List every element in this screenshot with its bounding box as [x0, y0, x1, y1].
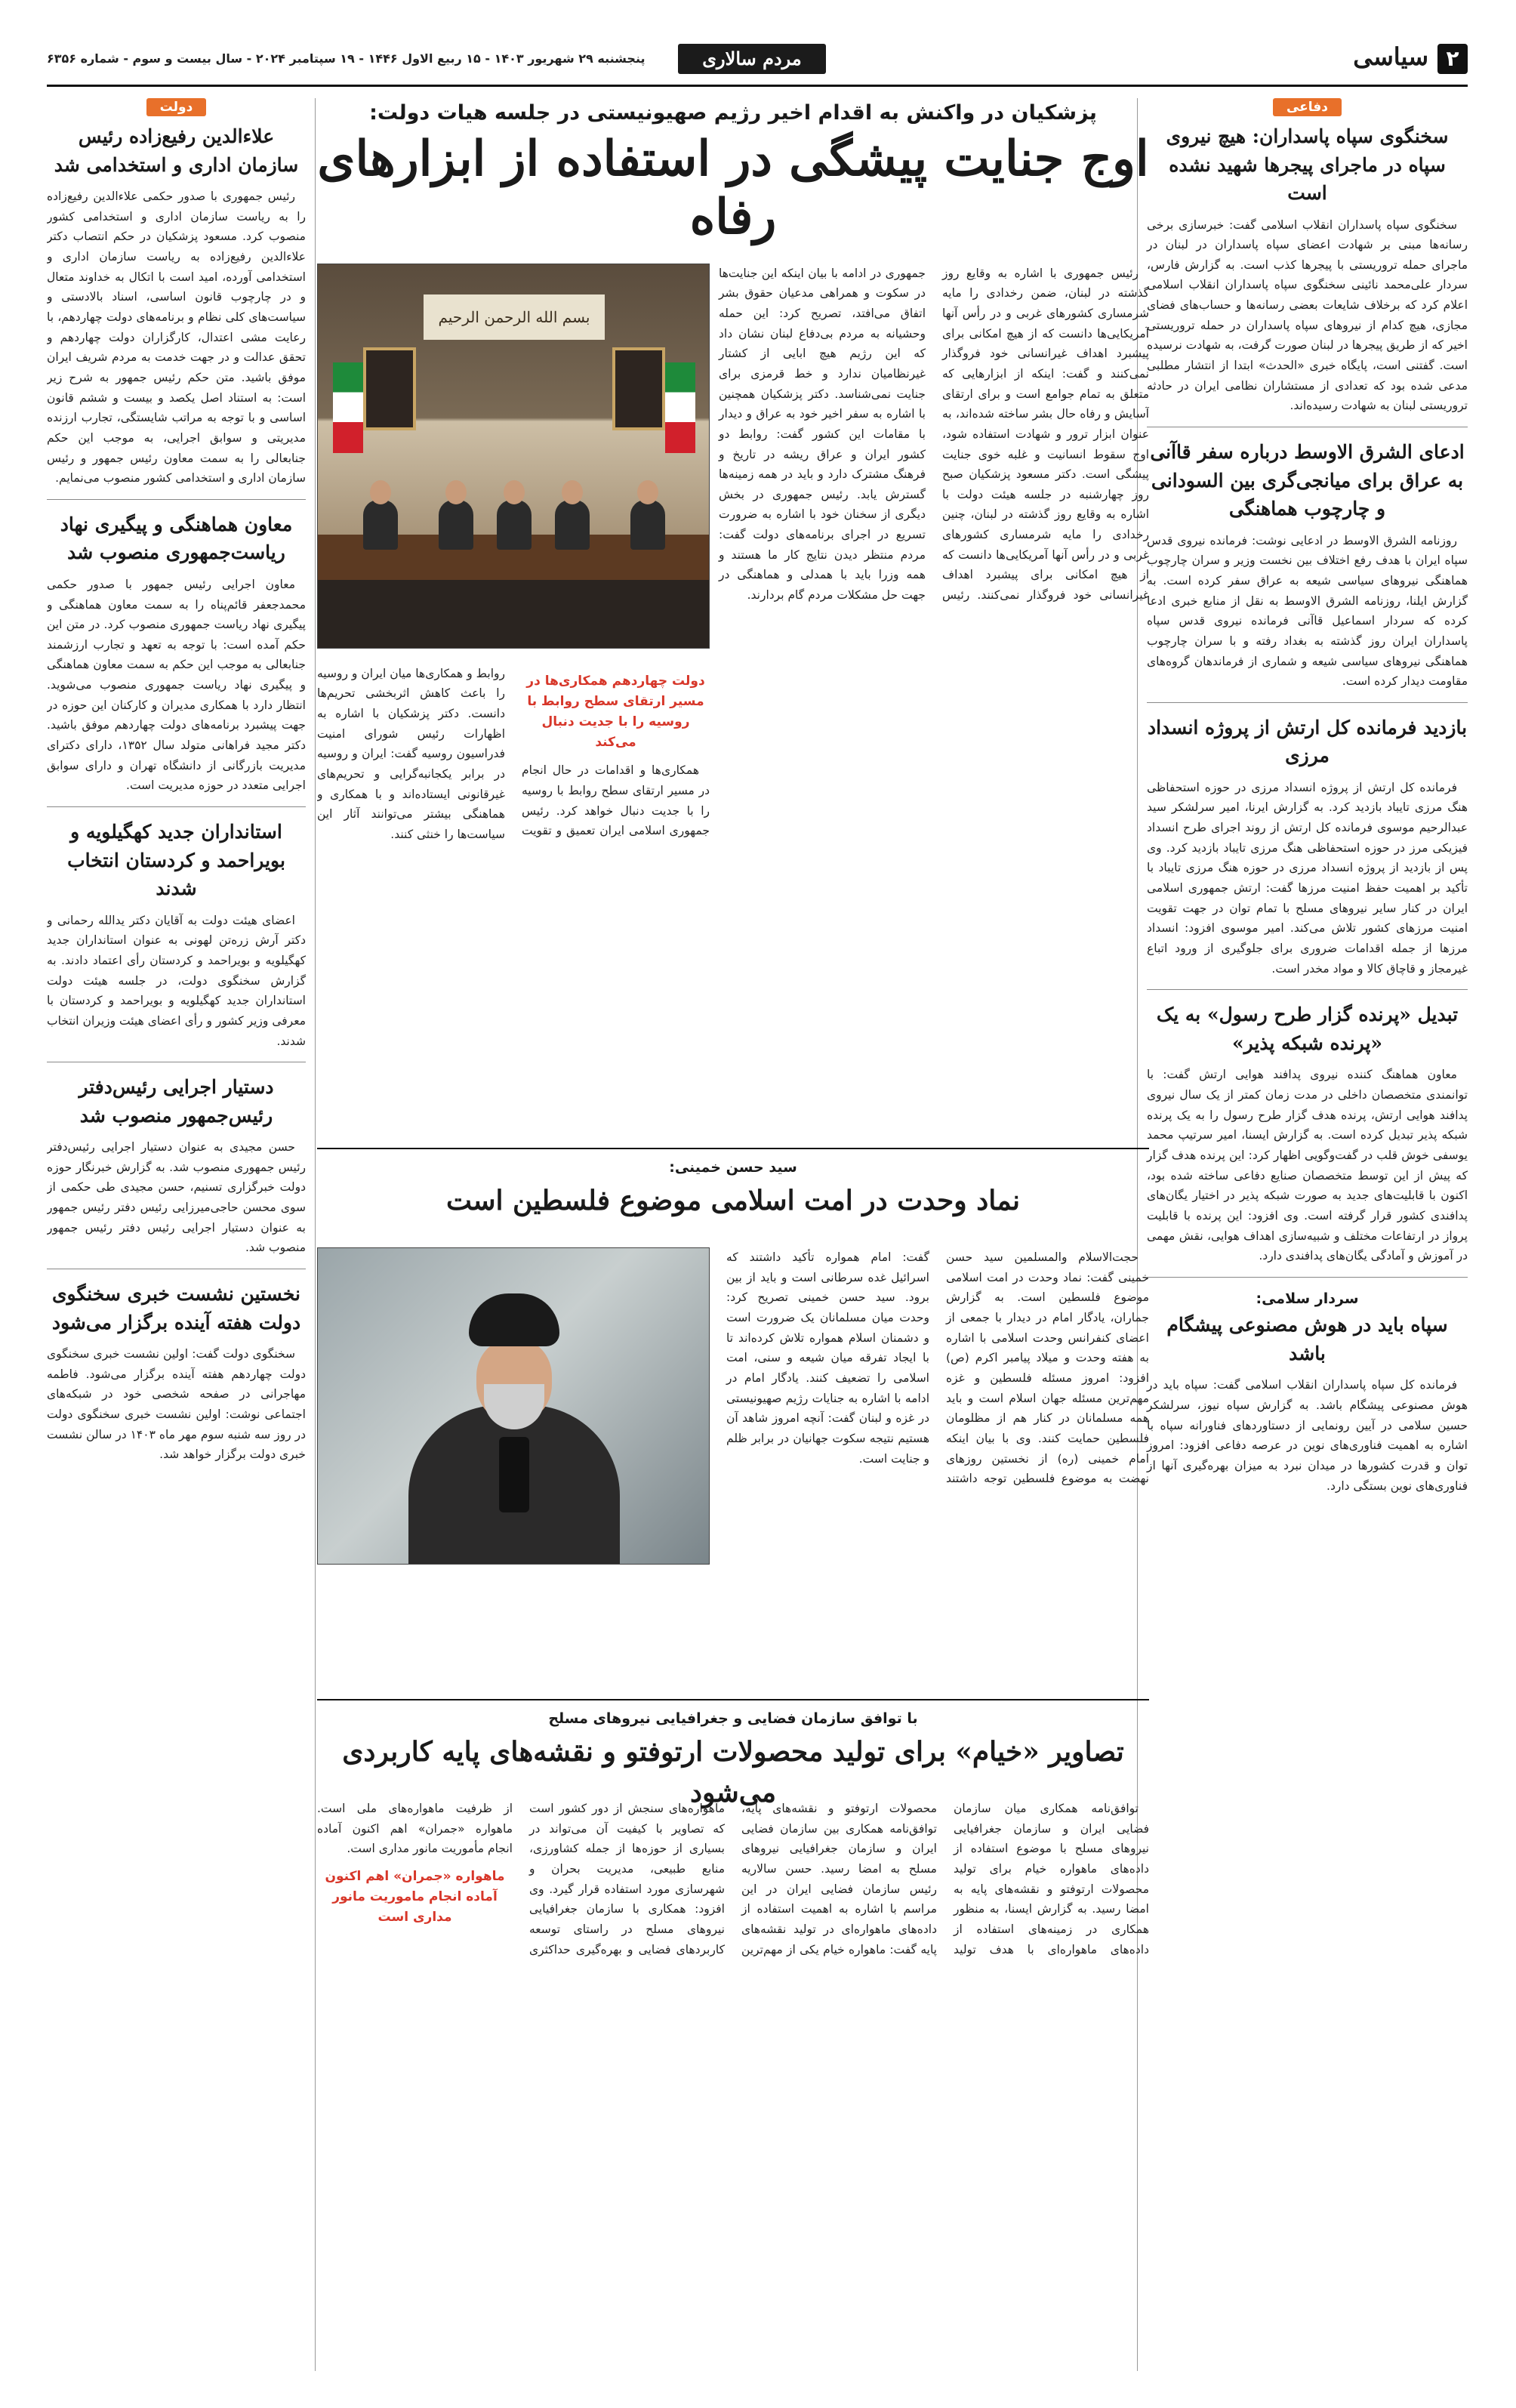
article-title: سپاه باید در هوش مصنوعی پیشگام باشد: [1166, 1314, 1448, 1364]
pull-quote: ماهواره «جمران» اهم اکنون آماده انجام ماموریت مانور مداری است: [325, 1868, 505, 1925]
turban: [469, 1293, 559, 1346]
article-body: سخنگوی سپاه پاسداران انقلاب اسلامی گفت: خبرسازی برخی رسانه‌ها مبنی بر شهادت اعضای سپاه پاسداران در لبنان در ماجرای حمله تروریستی با پیجرها کذب است. به گزارش فارس، سردار علی‌محمد نائینی سخنگوی سپاه پاسداران انقلاب اسلامی اعلام کرد که برخلاف شایعات بعضی رسانه‌ها و حساب‌های فضای مجازی، هیچ کدام از نیروهای سپاه پاسداران در حمله تروریستی اخیر که از طریق پیجرها در لبنان صورت گرفت، به شهادت نرسیده است. گفتنی است، پایگاه خبری «الحدث» ابتدا از انتشار مطلبی مدعی شده بود که تعدادی از مستشاران نظامی ایران در حادثه تروریستی لبنان به شهادت رسیده‌اند.: [1147, 217, 1468, 413]
person: [555, 500, 590, 550]
person-head: [637, 480, 658, 504]
article-body: حسن مجیدی به عنوان دستیار اجرایی رئیس‌دفتر رئیس جمهوری منصوب شد. به گزارش خبرنگار حوزه دولت خبرگزاری تسنیم، حسن مجیدی طی حکمی از سوی محسن حاجی‌میرزایی رئیس دفتر رئیس جمهور به عنوان دستیار اجرایی رئیس دفتر رئیس جمهور منصوب شد.: [47, 1140, 306, 1255]
article-title: نخستین نشست خبری سخنگوی دولت هفته آینده برگزار می‌شود: [51, 1283, 301, 1333]
section-name: سیاسی: [1353, 42, 1428, 71]
person: [497, 500, 532, 550]
main-story-text-continued: دولت چهاردهم همکاری‌ها در مسیر ارتقای سطح روابط با روسیه را با جدیت دنبال می‌کند همکاری‌ها و اقدامات در حال انجام در مسیر ارتقای سطح روابط با روسیه را با جدیت دنبال خواهد کرد. رئیس جمهوری اسلامی ایران تعمیق و تقویت روابط و همکاری‌ها میان ایران و روسیه را باعث کاهش اثربخشی تحریم‌ها دانست. دکتر پزشکیان با اشاره به اظهارات رئیس شورای امنیت فدراسیون روسیه گفت: ایران و روسیه در برابر یکجانبه‌گرایی و تحریم‌های غیرقانونی ایستاده‌اند و با همکاری و هماهنگی بیشتر می‌توانند آثار این سیاست‌ها را خنثی کنند.: [317, 666, 710, 841]
cabinet-meeting-photo: [317, 264, 710, 649]
article-body: فرمانده کل سپاه پاسداران انقلاب اسلامی گفت: سپاه باید در هوش مصنوعی پیشگام باشد. به گزارش سپاه نیوز، سرلشکر حسین سلامی در آیین رونمایی از دستاوردهای فناورانه سپاه با اشاره به اهمیت فناوری‌های نوین در عرصه دفاعی افزود: امروز توان و قدرت کشورها در میدان نبرد به میزان بهره‌گیری آنها از فناوری‌های نوین بستگی دارد.: [1147, 1378, 1468, 1493]
pull-quote: دولت چهاردهم همکاری‌ها در مسیر ارتقای سطح روابط با روسیه را با جدیت دنبال می‌کند: [526, 673, 705, 751]
story-headline: تصاویر «خیام» برای تولید محصولات ارتوفتو و نقشه‌های پایه کاربردی می‌شود: [342, 1735, 1124, 1808]
person-head: [370, 480, 391, 504]
divider: [1147, 1277, 1468, 1278]
article-title: معاون هماهنگی و پیگیری نهاد ریاست‌جمهوری منصوب شد: [60, 513, 293, 564]
person: [439, 500, 473, 550]
dateline: پنجشنبه ۲۹ شهریور ۱۴۰۳ - ۱۵ ربیع الاول ۱۴۴۶ - ۱۹ سپتامبر ۲۰۲۴ - سال بیست و سوم - شماره ۶۳۵۶: [47, 51, 646, 66]
main-story-text: رئیس جمهوری با اشاره به وقایع روز گذشته در لبنان، ضمن رخدادی را مایه شرمساری کشورهای غربی و در رأس آنها آمریکایی‌ها دانست که از هیچ امکانی برای پیشبرد اهداف غیرانسانی خود فروگذار نمی‌کنند و گفت: اینکه از ابزارهایی که متعلق به تمام جوامع است و برای ارتقای آسایش و رفاه حال بشر ساخته شده‌اند، به عنوان ابزار ترور و شهادت استفاده شود، اوج سقوط انسانیت و غلبه خوی جنایت پیشگی است. دکتر مسعود پزشکیان صبح روز چهارشنبه در جلسه هیئت دولت با اشاره به وقایع روز گذشته در لبنان، چنین رخدادی را مایه شرمساری کشورهای غربی و در رأس آنها آمریکایی‌ها دانست که از هیچ امکانی برای پیشبرد اهداف غیرانسانی خود فروگذار نمی‌کنند. رئیس جمهوری در ادامه با بیان اینکه این جنایت‌ها در سکوت و همراهی مدعیان حقوق بشر اتفاق می‌افتد، تصریح کرد: این حمله وحشیانه به مردم بی‌دفاع لبنان نشان داد که این رژیم هیچ ابایی از کشتار غیرنظامیان ندارد و خط قرمزی برای جنایت نمی‌شناسد. دکتر پزشکیان همچنین با اشاره به سفر اخیر خود به عراق و دیدار با مقامات این کشور گفت: روابط دو کشور ایران و عراق ریشه در تاریخ و فرهنگ مشترک دارد و باید در همه زمینه‌ها گسترش یابد. رئیس جمهوری در بخش دیگری از سخنان خود با اشاره به ضرورت تسریع در اجرای برنامه‌های دولت گفت: مردم منتظر دیدن نتایج کار ما هستند و همه وزرا باید با همدلی و هماهنگی در جهت حل مشکلات مردم گام بردارند.: [719, 266, 1149, 603]
article-body: روزنامه الشرق الاوسط در ادعایی نوشت: فرمانده نیروی قدس سپاه ایران با هدف رفع اختلاف بین نخست وزیر و سران چارچوب هماهنگی نیروهای سیاسی شیعه به عراق سفر کرده است. به گزارش ایلنا، روزنامه الشرق الاوسط به نقل از منابع خبری ادعا کرده که سردار اسماعیل قاآنی فرمانده نیروی قدس سپاه پاسداران ایران روز گذشته به بغداد رفته و با سران چارچوب هماهنگی نیروهای سیاسی شیعه و شماری از فرماندهان گروه‌های مقاومت دیدار کرده است.: [1147, 533, 1468, 689]
person: [363, 500, 398, 550]
article-body: معاون اجرایی رئیس جمهور با صدور حکمی محمدجعفر قائم‌پناه را به سمت معاون هماهنگی و پیگیری نهاد ریاست جمهوری منصوب کرد. در متن این حکم آمده است: با توجه به تعهد و تجارب ارزشمند جنابعالی به موجب این حکم به سمت معاون هماهنگی و پیگیری نهاد ریاست جمهوری منصوب می‌شوید. انتظار دارد با همکاری مدیران و کارکنان این حوزه در جهت پیشبرد برنامه‌های دولت چهاردهم موفق باشید. دکتر مجید فراهانی متولد سال ۱۳۵۲، دارای دکترای مدیریت بازرگانی از دانشگاه تهران و دارای سوابق اجرایی متعدد در حوزه مدیریت است.: [47, 577, 306, 793]
article-body: رئیس جمهوری با صدور حکمی علاءالدین رفیع‌زاده را به ریاست سازمان اداری و استخدامی کشور منصوب کرد. مسعود پزشکیان در حکم انتصاب دکتر علاءالدین رفیع‌زاده به ریاست سازمان اداری و استخدامی آورده، امید است با اتکال به خداوند متعال و در چارچوب قانون اساسی، اسناد بالادستی و سیاست‌های کلی نظام و برنامه‌های دولت چهاردهم، با رعایت مشی اعتدال، کارگزاران دولت چهاردهم و تحقق عدالت و در جهت خدمت به مردم شریف ایران موفق باشید. متن حکم رئیس جمهور به شرح زیر است: به استناد اصل یکصد و بیست و ششم قانون اساسی و با توجه به مراتب شایستگی، تجارب ارزنده مدیریتی و سوابق اجرایی، به موجب این حکم جنابعالی را به سمت معاون رئیس جمهور و رئیس سازمان اداری و استخدامی کشور منصوب می‌نمایم.: [47, 190, 306, 486]
person: [630, 500, 665, 550]
speaker-photo: [317, 1247, 710, 1565]
divider: [1147, 989, 1468, 990]
article-title: بازدید فرمانده کل ارتش از پروژه انسداد مرزی: [1147, 716, 1468, 767]
article-body: فرمانده کل ارتش از پروژه انسداد مرزی در حوزه استحفاظی هنگ مرزی تایباد بازدید کرد. به گزارش ایرنا، امیر سرلشکر سید عبدالرحیم موسوی فرمانده کل ارتش از روند اجرای طرح انسداد فیزیکی مرز در حوزه استحفاظی هنگ مرزی تایباد بازدید کرد. وی پس از بازدید از پروژه انسداد مرزی در حوزه هنگ مرزی تایباد با تأکید بر اهمیت حفظ امنیت مرزها گفت: ارتش جمهوری اسلامی ایران در کنار سایر نیروهای مسلح با تمام توان در جهت تقویت امنیت مرزهای کشور تلاش می‌کند. امیر موسوی افزود: انسداد مرزها از جمله اقدامات ضروری برای جلوگیری از ورود اتباع غیرمجاز و قاچاق کالا و مواد مخدر است.: [1147, 780, 1468, 976]
portrait-frame: [612, 347, 665, 430]
article-body: سخنگوی دولت گفت: اولین نشست خبری سخنگوی دولت چهاردهم هفته آینده برگزار می‌شود. فاطمه مهاجرانی در صفحه شخصی خود در شبکه‌های اجتماعی نوشت: اولین نشست خبری سخنگوی دولت در روز سه شنبه سوم مهر ماه ۱۴۰۳ در سالن نشست خبری دولت برگزار خواهد شد.: [47, 1347, 306, 1462]
article-kicker: سردار سلامی:: [1256, 1290, 1359, 1307]
article-title: استانداران جدید کهگیلویه و بویراحمد و کردستان انتخاب شدند: [67, 821, 285, 900]
article-title: سخنگوی سپاه پاسداران: هیچ نیروی سپاه در ماجرای پیجرها شهید نشده است: [1166, 125, 1449, 204]
third-story-text: توافق‌نامه همکاری میان سازمان فضایی ایران و سازمان جغرافیایی نیروهای مسلح با موضوع استفاده از داده‌های ماهواره خیام برای تولید محصولات ارتوفتو و نقشه‌های پایه به امضا رسید. به گزارش ایسنا، به منظور همکاری در زمینه‌های استفاده از داده‌های ماهواره‌ای با هدف تولید محصولات ارتوفتو و نقشه‌های پایه، توافق‌نامه همکاری بین سازمان فضایی ایران و سازمان جغرافیایی نیروهای مسلح به امضا رسید. حسن سالاریه رئیس سازمان فضایی ایران در این مراسم با اشاره به اهمیت استفاده از داده‌های ماهواره‌ای در تولید نقشه‌های پایه گفت: ماهواره خیام یکی از مهم‌ترین ماهواره‌های سنجش از دور کشور است که تصاویر با کیفیت آن می‌تواند در بسیاری از حوزه‌ها از جمله کشاورزی، منابع طبیعی، مدیریت بحران و شهرسازی مورد استفاده قرار گیرد. وی افزود: همکاری با سازمان جغرافیایی نیروهای مسلح در راستای توسعه کاربردهای فضایی و بهره‌گیری حداکثری از ظرفیت ماهواره‌های ملی است. ماهواره «جمران» اهم اکنون آماده انجام مأموریت مانور مداری است. ماهواره «جمران» اهم اکنون آماده انجام ماموریت مانور مداری است: [317, 1802, 1149, 1956]
flag-icon: [665, 362, 695, 453]
rubric-government: دولت: [146, 98, 207, 116]
article-body: اعضای هیئت دولت به آقایان دکتر یدالله رحمانی و دکتر آرش زره‌تن لهونی به عنوان استانداران جدید کهگیلویه و بویراحمد و کردستان رأی اعتماد دادند. به گزارش سخنگوی دولت، در جلسه هیئت دولت استانداران جدید کهگیلویه و بویراحمد و کردستان با معرفی وزیر کشور و رأی اعضای هیئت وزیران انتخاب شدند.: [47, 913, 306, 1048]
header-rule: [47, 85, 1468, 87]
article-body: معاون هماهنگ کننده نیروی پدافند هوایی ارتش گفت: با توانمندی متخصصان داخلی در مدت زمان کمتر از یک سال نیروی پدافند هوایی ارتش، پرنده هدف گزار طرح رسول را به یک پرنده شبکه پذیر تبدیل کرده است. به گزارش ایسنا، امیر سرتیپ محمد یوسفی خوش قلب در گفت‌وگویی اظهار کرد: این پرنده هدف گزار که پیش از این توسط متخصصان صنایع دفاعی ساخته شده بود، اکنون با قابلیت‌های جدید به صورت شبکه پذیر در اختیار یگان‌های پدافندی کشور قرار گرفته است. وی افزود: این پرنده با قابلیت پرواز در ارتفاعات مختلف و شبیه‌سازی اهداف هوایی، نقش مهمی در آموزش و آمادگی یگان‌های پدافندی دارد.: [1147, 1068, 1468, 1263]
newspaper-logo: مردم سالاری: [678, 44, 826, 74]
main-story: [317, 264, 1149, 1124]
center-column: [317, 98, 1149, 2371]
chairs: [318, 580, 709, 648]
divider: [1147, 702, 1468, 703]
story-kicker: با توافق سازمان فضایی و جغرافیایی نیروهای مسلح: [548, 1710, 918, 1727]
person-head: [504, 480, 525, 504]
divider: [47, 499, 306, 500]
main-headline: اوج جنایت پیشگی در استفاده از ابزارهای رفاه: [317, 131, 1149, 245]
second-story: [317, 1148, 1149, 1676]
second-story-text: حجت‌الاسلام والمسلمین سید حسن خمینی گفت: نماد وحدت در امت اسلامی موضوع فلسطین است. به گزارش جماران، یادگار امام در دیدار با جمعی از اعضای کنفرانس وحدت اسلامی با اشاره به هفته وحدت و میلاد پیامبر اکرم (ص) افزود: امروز مسئله فلسطین و غزه مهم‌ترین مسئله جهان اسلام است و باید همه مسلمانان در کنار هم از مظلومان فلسطین حمایت کنند. وی با بیان اینکه امام خمینی (ره) از نخستین روزهای نهضت به موضوع فلسطین توجه داشتند گفت: امام همواره تأکید داشتند که اسرائیل غده سرطانی است و باید از بین برود. سید حسن خمینی تصریح کرد: وحدت میان مسلمانان یک ضرورت است و دشمنان اسلام همواره تلاش کرده‌اند تا با ایجاد تفرقه میان شیعه و سنی، امت اسلامی را تضعیف کنند. یادگار امام در ادامه با اشاره به جنایات رژیم صهیونیستی در غزه و لبنان گفت: آنچه امروز شاهد آن هستیم نتیجه سکوت جهانیان در برابر ظلم و جنایت است.: [726, 1250, 1149, 1486]
masthead: [47, 39, 1468, 79]
story-kicker: سید حسن خمینی:: [669, 1159, 797, 1176]
divider: [47, 806, 306, 807]
article-title: دستیار اجرایی رئیس‌دفتر رئیس‌جمهور منصوب شد: [79, 1076, 274, 1127]
left-column: [47, 98, 316, 2371]
right-column: [1137, 98, 1468, 2371]
photo-banner: بسم الله الرحمن الرحیم: [424, 294, 605, 340]
story-headline: نماد وحدت در امت اسلامی موضوع فلسطین است: [445, 1184, 1021, 1216]
portrait-frame: [363, 347, 416, 430]
page-number: ۲: [1437, 44, 1468, 74]
flag-icon: [333, 362, 363, 453]
article-title: ادعای الشرق الاوسط درباره سفر قاآنی به عراق برای میانجی‌گری بین السودانی و چارچوب هماهنگی: [1150, 441, 1465, 520]
rubric-defense: دفاعی: [1273, 98, 1342, 116]
person-head: [562, 480, 583, 504]
microphone-icon: [499, 1437, 529, 1512]
third-story: [317, 1699, 1149, 2371]
article-title: تبدیل «پرنده گزار طرح رسول» به یک «پرنده شبکه پذیر»: [1156, 1004, 1459, 1054]
main-kicker: پزشکیان در واکنش به اقدام اخیر رژیم صهیونیستی در جلسه هیات دولت:: [369, 101, 1097, 125]
article-title: علاءالدین رفیع‌زاده رئیس سازمان اداری و استخدامی شد: [54, 125, 299, 176]
person-head: [445, 480, 467, 504]
